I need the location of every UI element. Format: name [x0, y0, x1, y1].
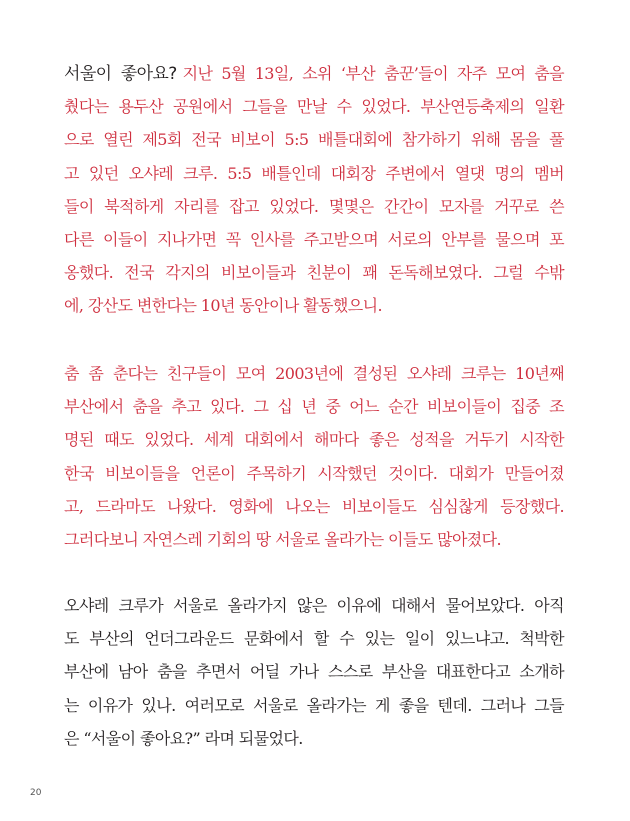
text-line: 다른 이들이 지나가면 꼭 인사를 주고받으며 서로의 안부를 물으며 포 [64, 229, 564, 249]
text-line-content: 지난 5월 13일, 소위 ‘부산 춤꾼’들이 자주 모여 춤을 [182, 64, 564, 83]
text-line: 은 “서울이 좋아요?” 라며 되물었다. [64, 728, 303, 748]
paragraph-history [64, 357, 564, 556]
page-number: 20 [30, 788, 42, 798]
text-line: 오샤레 크루가 서울로 올라가지 않은 이유에 대해서 물어보았다. 아직 [64, 596, 564, 615]
paragraph-intro [64, 57, 564, 323]
text-line: 고 있던 오샤레 크루. 5:5 배틀인데 대회장 주변에서 열댓 명의 멤버 [64, 163, 564, 183]
text-line: 부산에 남아 춤을 추면서 어딜 가나 스스로 부산을 대표한다고 소개하 [64, 662, 564, 682]
text-line: 춤 좀 춘다는 친구들이 모여 2003년에 결성된 오샤레 크루는 10년째 [64, 364, 564, 383]
text-line: 에, 강산도 변한다는 10년 동안이나 활동했으니. [64, 296, 382, 316]
text-line: 는 이유가 있나. 여러모로 서울로 올라가는 게 좋을 텐데. 그러나 그들 [64, 695, 564, 715]
text-line: 도 부산의 언더그라운드 문화에서 할 수 있는 일이 있느냐고. 척박한 [64, 629, 564, 649]
paragraph-question [64, 589, 564, 755]
text-line: 부산에서 춤을 추고 있다. 그 십 년 중 어느 순간 비보이들이 집중 조 [64, 397, 564, 417]
text-line: 옹했다. 전국 각지의 비보이들과 친분이 꽤 돈독해보였다. 그럴 수밖 [64, 263, 564, 283]
text-line: 으로 열린 제5회 전국 비보이 5:5 배틀대회에 참가하기 위해 몸을 풀 [64, 130, 564, 150]
lead-question: 서울이 좋아요? [64, 64, 177, 84]
text-line: 들이 북적하게 자리를 잡고 있었다. 몇몇은 간간이 모자를 거꾸로 쓴 [64, 196, 564, 216]
text-line: 췄다는 용두산 공원에서 그들을 만날 수 있었다. 부산연등축제의 일환 [64, 97, 564, 117]
text-line: 그러다보니 자연스레 기회의 땅 서울로 올라가는 이들도 많아졌다. [64, 529, 502, 549]
text-line: 명된 때도 있었다. 세계 대회에서 해마다 좋은 성적을 거두기 시작한 [64, 430, 564, 450]
text-line: 한국 비보이들을 언론이 주목하기 시작했던 것이다. 대회가 만들어졌 [64, 463, 564, 483]
text-line [64, 57, 564, 90]
text-line: 고, 드라마도 나왔다. 영화에 나오는 비보이들도 심심찮게 등장했다. [64, 496, 564, 516]
